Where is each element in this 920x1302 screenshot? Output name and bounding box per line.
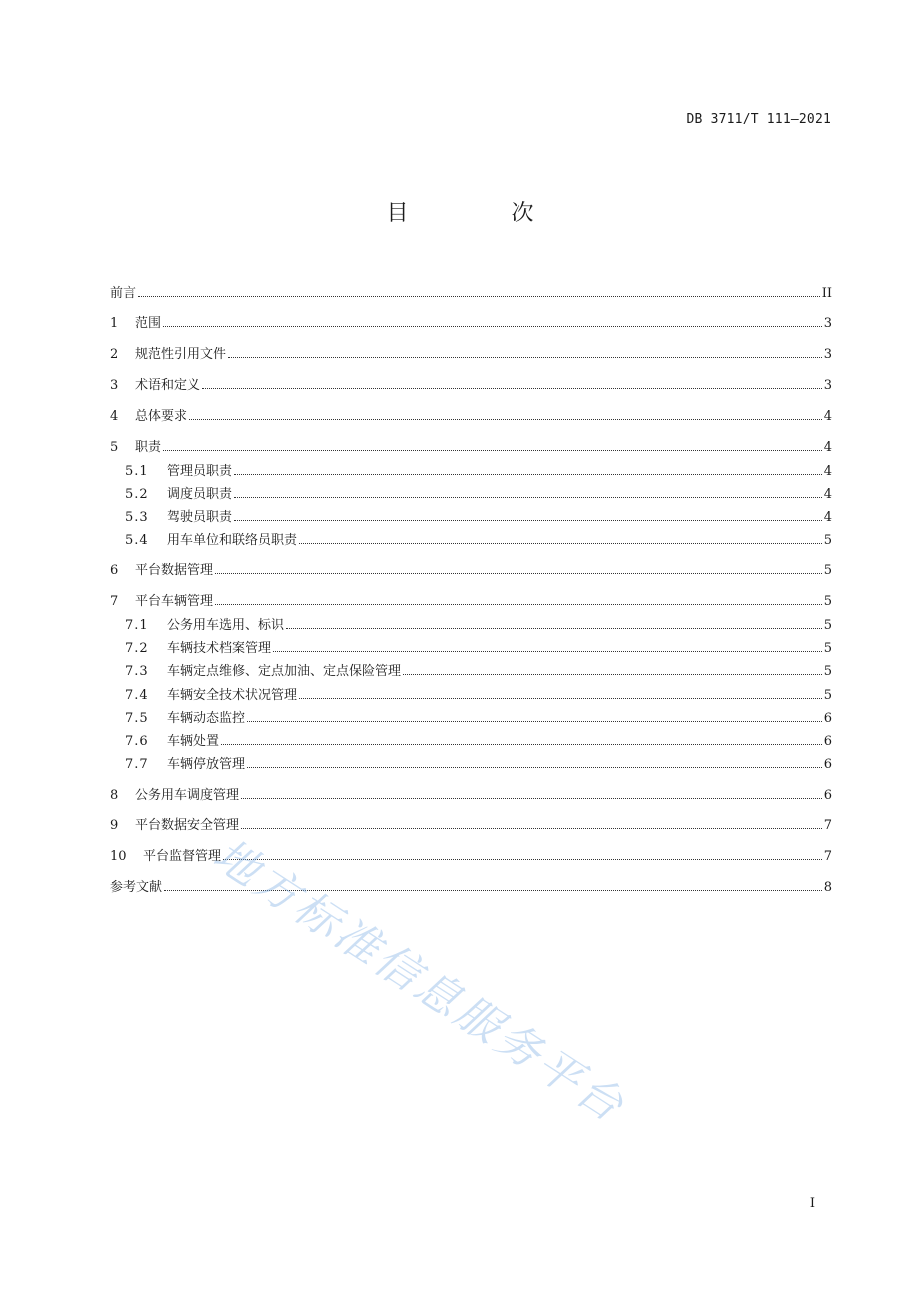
toc-entry-page: 5 <box>823 641 832 656</box>
toc-entry[interactable] <box>125 482 832 502</box>
dot-leader <box>234 519 822 521</box>
dot-leader <box>234 496 822 498</box>
dot-leader <box>286 627 822 629</box>
toc-entry-label: 驾驶员职责 <box>167 510 233 525</box>
toc-entry[interactable] <box>110 373 832 393</box>
toc-entry-number: 3 <box>110 378 119 393</box>
toc-entry[interactable] <box>125 459 832 479</box>
toc-entry-page: 4 <box>823 487 832 502</box>
toc-entry[interactable] <box>125 528 832 548</box>
toc-entry-number: 2 <box>110 347 119 362</box>
toc-entry-label: 车辆处置 <box>167 734 220 749</box>
toc-entry-label: 平台数据管理 <box>135 563 214 578</box>
toc-entry-page: 4 <box>823 510 832 525</box>
toc-entry[interactable] <box>125 659 832 679</box>
toc-entry-number: 4 <box>110 409 119 424</box>
toc-entry-label: 管理员职责 <box>167 464 233 479</box>
toc-entry-number: 7.2 <box>125 641 149 656</box>
toc-entry-page: 5 <box>823 533 832 548</box>
toc-entry[interactable] <box>125 636 832 656</box>
dot-leader <box>234 473 822 475</box>
toc-entry-number: 5.3 <box>125 510 149 525</box>
dot-leader <box>228 356 822 358</box>
toc-entry-label: 公务用车选用、标识 <box>167 618 285 633</box>
dot-leader <box>215 603 822 605</box>
toc-entry-page: 3 <box>823 378 832 393</box>
toc-entry-page: 4 <box>823 409 832 424</box>
toc-entry-label: 规范性引用文件 <box>135 347 227 362</box>
toc-entry-page: 5 <box>823 688 832 703</box>
dot-leader <box>163 449 822 451</box>
toc-entry-page: II <box>821 286 832 301</box>
toc-entry-page: 4 <box>823 464 832 479</box>
toc-entry[interactable] <box>110 813 832 833</box>
toc-entry-label: 职责 <box>135 440 162 455</box>
toc-entry[interactable] <box>125 752 832 772</box>
dot-leader <box>189 418 822 420</box>
toc-entry-number: 5 <box>110 440 119 455</box>
toc-entry-number: 7.1 <box>125 618 149 633</box>
toc-entry[interactable] <box>125 613 832 633</box>
toc-entry-page: 6 <box>823 734 832 749</box>
toc-entry-label: 调度员职责 <box>167 487 233 502</box>
toc-entry-label: 前言 <box>110 286 137 301</box>
toc-entry[interactable] <box>125 729 832 749</box>
watermark: 地方标准信息服务平台 <box>204 829 635 1134</box>
toc-entry[interactable] <box>110 435 832 455</box>
toc-entry-number: 1 <box>110 316 119 331</box>
toc-entry-number: 8 <box>110 788 119 803</box>
toc-entry-page: 3 <box>823 316 832 331</box>
toc-entry-page: 3 <box>823 347 832 362</box>
toc-entry-page: 5 <box>823 664 832 679</box>
toc-entry-page: 8 <box>823 880 832 895</box>
toc-entry-label: 参考文献 <box>110 880 163 895</box>
toc-entry-label: 用车单位和联络员职责 <box>167 533 298 548</box>
toc-entry-page: 6 <box>823 788 832 803</box>
toc-entry-number: 9 <box>110 818 119 833</box>
toc-entry[interactable] <box>110 589 832 609</box>
dot-leader <box>247 766 822 768</box>
toc-entry-label: 车辆定点维修、定点加油、定点保险管理 <box>167 664 402 679</box>
dot-leader <box>403 673 822 675</box>
toc-entry-number: 6 <box>110 563 119 578</box>
toc-entry-label: 公务用车调度管理 <box>135 788 240 803</box>
toc-entry-page: 7 <box>823 818 832 833</box>
dot-leader <box>241 797 822 799</box>
dot-leader <box>223 858 822 860</box>
toc-entry-number: 7.5 <box>125 711 149 726</box>
toc-entry-label: 术语和定义 <box>135 378 201 393</box>
toc-entry-label: 车辆停放管理 <box>167 757 246 772</box>
toc-entry[interactable] <box>110 558 832 578</box>
toc-entry[interactable] <box>125 683 832 703</box>
toc-entry-label: 平台数据安全管理 <box>135 818 240 833</box>
toc-entry-label: 平台监督管理 <box>143 849 222 864</box>
toc-entry-number: 5.4 <box>125 533 149 548</box>
toc-entry-page: 5 <box>823 618 832 633</box>
toc-entry-number: 5.2 <box>125 487 149 502</box>
toc-entry-page: 7 <box>823 849 832 864</box>
dot-leader <box>241 827 822 829</box>
toc-entry[interactable] <box>110 311 832 331</box>
dot-leader <box>163 325 822 327</box>
toc-entry-label: 车辆安全技术状况管理 <box>167 688 298 703</box>
toc-entry-number: 7.3 <box>125 664 149 679</box>
toc-entry[interactable] <box>125 505 832 525</box>
toc-entry-page: 4 <box>823 440 832 455</box>
page-title: 目 次 <box>386 201 582 226</box>
toc-entry-label: 总体要求 <box>135 409 188 424</box>
toc-entry[interactable] <box>125 706 832 726</box>
dot-leader <box>247 720 822 722</box>
toc-entry-number: 5.1 <box>125 464 149 479</box>
dot-leader <box>299 542 822 544</box>
toc-entry-page: 6 <box>823 757 832 772</box>
toc-entry[interactable] <box>110 281 832 301</box>
toc-entry-label: 车辆技术档案管理 <box>167 641 272 656</box>
dot-leader <box>215 572 822 574</box>
toc-entry[interactable] <box>110 342 832 362</box>
toc-entry-number: 7.6 <box>125 734 149 749</box>
dot-leader <box>138 295 820 297</box>
dot-leader <box>273 650 822 652</box>
toc-entry-number: 7.4 <box>125 688 149 703</box>
dot-leader <box>299 697 822 699</box>
document-code: DB 3711/T 111—2021 <box>686 112 831 127</box>
toc-entry-page: 5 <box>823 563 832 578</box>
toc-entry-label: 范围 <box>135 316 162 331</box>
dot-leader <box>221 743 822 745</box>
page-number: I <box>809 1196 815 1211</box>
toc-entry-number: 7.7 <box>125 757 149 772</box>
toc-entry[interactable] <box>110 404 832 424</box>
toc-entry[interactable] <box>110 783 832 803</box>
dot-leader <box>202 387 822 389</box>
toc-entry-page: 6 <box>823 711 832 726</box>
toc-entry-label: 平台车辆管理 <box>135 594 214 609</box>
toc-entry-page: 5 <box>823 594 832 609</box>
toc-entry-number: 10 <box>110 849 127 864</box>
toc-entry-label: 车辆动态监控 <box>167 711 246 726</box>
toc-entry-number: 7 <box>110 594 119 609</box>
